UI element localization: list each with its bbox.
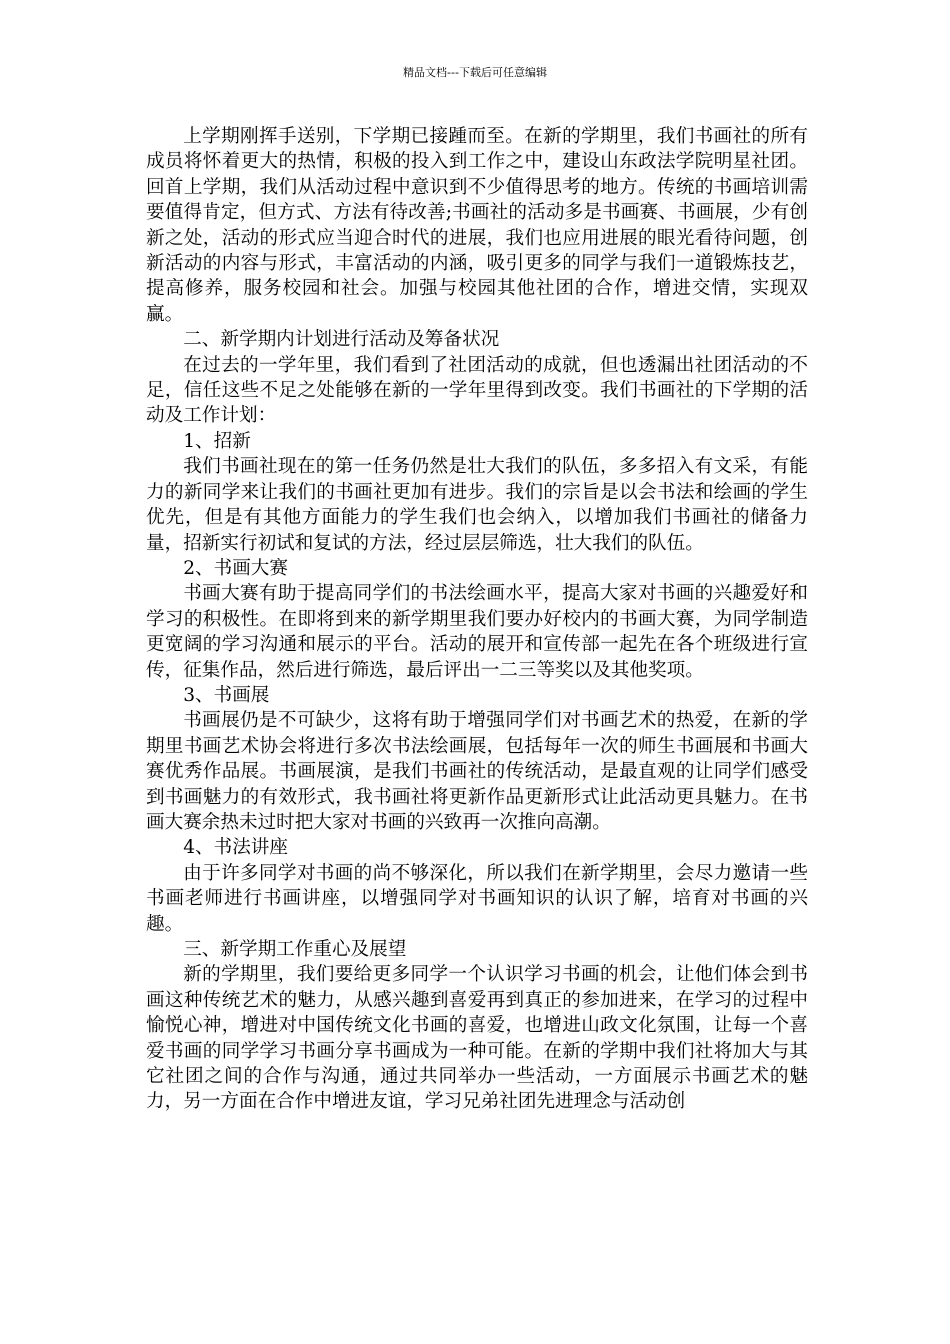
exhibition-paragraph: 书画展仍是不可缺少，这将有助于增强同学们对书画艺术的热爱，在新的学期里书画艺术协会将进行多次书法绘画展，包括每年一次的师生书画展和书画大赛优秀作品展。书画展演，是我们书画社的传统活动，是最直观的让同学们感受到书画魅力的有效形式，我书画社将更新作品更新形式让此活动更具魅力。在书画大赛余热未过时把大家对书画的兴致再一次推向高潮。	[146, 710, 808, 833]
subheading-lecture: 4、书法讲座	[183, 837, 288, 859]
page-header: 精品文档---下载后可任意编辑	[403, 66, 547, 79]
subheading-exhibition: 3、书画展	[183, 684, 270, 706]
outlook-paragraph: 新的学期里，我们要给更多同学一个认识学习书画的机会，让他们体会到书画这种传统艺术的魅力，从感兴趣到喜爱再到真正的参加进来，在学习的过程中愉悦心神，增进对中国传统文化书画的喜爱，也增进山政文化氛围，让每一个喜爱书画的同学学习书画分享书画成为一种可能。在新的学期中我们社将加大与其它社团之间的合作与沟通，通过共同举办一些活动，一方面展示书画艺术的魅力，另一方面在合作中增进友谊，学习兄弟社团先进理念与活动创	[146, 964, 808, 1113]
section-heading-2: 二、新学期内计划进行活动及筹备状况	[183, 329, 500, 351]
contest-paragraph: 书画大赛有助于提高同学们的书法绘画水平，提高大家对书画的兴趣爱好和学习的积极性。在即将到来的新学期里我们要办好校内的书画大赛，为同学制造更宽阔的学习沟通和展示的平台。活动的展开和宣传部一起先在各个班级进行宣传，征集作品，然后进行筛选，最后评出一二三等奖以及其他奖项。	[146, 583, 808, 681]
document-body	[146, 124, 808, 1115]
section-2-intro-paragraph: 在过去的一学年里，我们看到了社团活动的成就，但也透漏出社团活动的不足，信任这些不足之处能够在新的一学年里得到改变。我们书画社的下学期的活动及工作计划：	[146, 354, 808, 427]
intro-paragraph: 上学期刚挥手送别，下学期已接踵而至。在新的学期里，我们书画社的所有成员将怀着更大的热情，积极的投入到工作之中，建设山东政法学院明星社团。回首上学期，我们从活动过程中意识到不少值得思考的地方。传统的书画培训需要值得肯定，但方式、方法有待改善;书画社的活动多是书画赛、书画展，少有创新之处，活动的形式应当迎合时代的进展，我们也应用进展的眼光看待问题，创新活动的内容与形式，丰富活动的内涵，吸引更多的同学与我们一道锻炼技艺，提高修养，服务校园和社会。加强与校园其他社团的合作，增进交情，实现双赢。	[146, 126, 808, 325]
subheading-contest: 2、书画大赛	[183, 557, 288, 579]
section-heading-3: 三、新学期工作重心及展望	[183, 939, 407, 960]
subheading-recruitment: 1、招新	[183, 430, 251, 452]
lecture-paragraph: 由于许多同学对书画的尚不够深化，所以我们在新学期里，会尽力邀请一些书画老师进行书画讲座，以增强同学对书画知识的认识了解，培育对书画的兴趣。	[146, 862, 808, 935]
recruitment-paragraph: 我们书画社现在的第一任务仍然是壮大我们的队伍，多多招入有文采，有能力的新同学来让我们的书画社更加有进步。我们的宗旨是以会书法和绘画的学生优先，但是有其他方面能力的学生我们也会纳入，以增加我们书画社的储备力量，招新实行初试和复试的方法，经过层层筛选，壮大我们的队伍。	[146, 456, 808, 554]
